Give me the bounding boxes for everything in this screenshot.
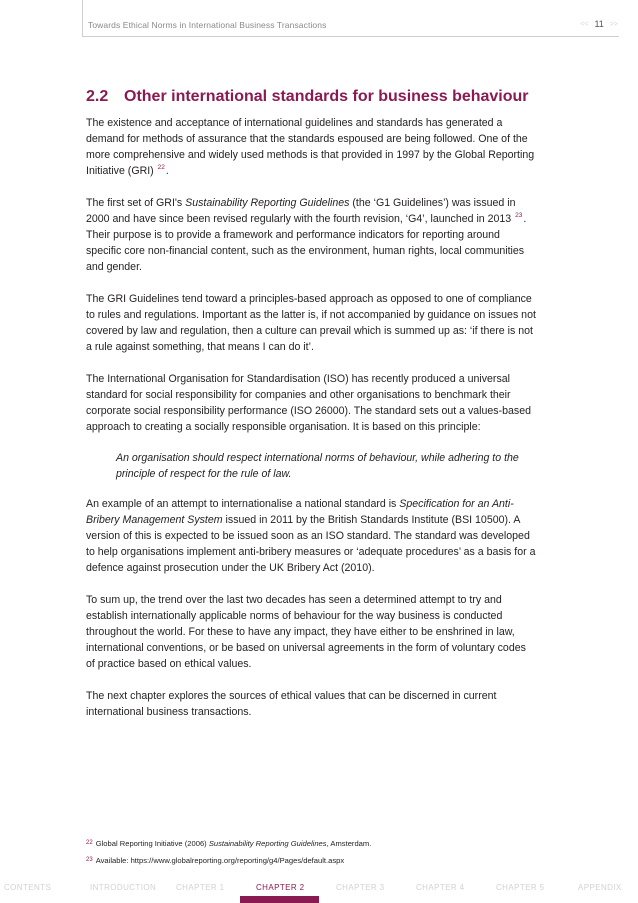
section-title: Other international standards for business behaviour [124,88,529,105]
footnote-22-text-b: , Amsterdam. [326,839,372,848]
paragraph-2-text-a: The first set of GRI's [86,197,186,209]
paragraph-3: The GRI Guidelines tend toward a principles-based approach as opposed to one of compliance to rules and regulations. Important as the latter is, if not accompanied by guidance on issues not covered by law and regulation, then a culture can prevail which is summed up as: ‘if there is not a rule against something, that means I can do it’. [86,293,536,353]
nav-contents[interactable]: CONTENTS [4,883,52,892]
paragraph-4: The International Organisation for Standardisation (ISO) has recently produced a universal standard for social responsibility for companies and other organisations to benchmark their corporate social responsibility performance (ISO 26000). The standard sets out a values-based approach to creating a socially responsible organisation. It is based on this principle: [86,373,531,433]
footnote-22-text-a: Global Reporting Initiative (2006) [95,839,209,848]
paragraph-2 [86,195,538,275]
nav-chapter-5[interactable]: CHAPTER 5 [496,883,545,892]
paragraph-1-end: . [165,165,169,177]
section-heading [86,88,538,106]
footnote-ref-23[interactable]: 23 [515,212,523,220]
nav-appendix[interactable]: APPENDIX [578,883,622,892]
footnote-22 [86,835,586,852]
block-quote: An organisation should respect international norms of behaviour, while adhering to the principle of respect for the rule of law. [116,452,519,480]
page-number: 11 [594,19,604,29]
section-number: 2.2 [86,88,109,105]
paragraph-1 [86,115,538,179]
paragraph-5 [86,496,538,576]
section-2-2 [86,88,538,720]
footnote-number: 22 [86,840,93,846]
paragraph-6: To sum up, the trend over the last two decades has seen a determined attempt to try and establish internationally applicable norms of behaviour for the way business is conducted throughout the world. For these to have any impact, they have either to be enshrined in law, international conventions, or be based on universal agreements in the form of voluntary codes of practice based on ethical values. [86,594,526,670]
header-rule [82,0,619,37]
paragraph-7: The next chapter explores the sources of ethical values that can be discerned in current international business transactions. [86,690,497,718]
nav-chapter-1[interactable]: CHAPTER 1 [176,883,225,892]
running-title: Towards Ethical Norms in International Business Transactions [88,20,327,30]
previous-page-icon[interactable]: << [580,20,589,28]
paragraph-2-text-c: . Their purpose is to provide a framework and performance indicators for reporting around specific core non-financial content, such as the environment, human rights, local communities and gender. [86,213,527,273]
paragraph-5-text-a: An example of an attempt to internationalise a national standard is [86,498,400,510]
footnote-23 [86,852,586,869]
next-page-icon[interactable]: >> [609,20,618,28]
footnotes [86,835,586,869]
chapter-navigation [0,880,638,903]
footnote-ref-22[interactable]: 22 [157,164,165,172]
nav-chapter-4[interactable]: CHAPTER 4 [416,883,465,892]
nav-chapter-2[interactable]: CHAPTER 2 [256,883,305,892]
page-navigator [580,19,618,29]
paragraph-1-text: The existence and acceptance of international guidelines and standards has generated a demand for methods of assurance that the standards espoused are being followed. One of the more comprehensive and widely used methods is that provided in 1997 by the Global Reporting Initiative (GRI) [86,117,535,177]
footnote-link[interactable]: Available: https://www.globalreporting.org/reporting/g4/Pages/default.aspx [95,856,345,865]
footnote-text [96,835,372,852]
nav-introduction[interactable]: INTRODUCTION [90,883,157,892]
active-chapter-indicator [240,896,319,903]
paragraph-2-text-b: (the ‘G1 Guidelines’) was issued in 2000 and have since been revised regularly with the fourth revision, ‘G4’, launched in 2013 [86,197,516,225]
nav-chapter-3[interactable]: CHAPTER 3 [336,883,385,892]
paragraph-5-text-b: issued in 2011 by the British Standards Institute (BSI 10500). A version of this is expected to be issued soon as an ISO standard. The standard was developed to help organisations implement anti-bribery measures or ‘adequate procedures’ as a basis for a defence against prosecution under the UK Bribery Act (2010). [86,514,536,574]
footnote-22-title: Sustainability Reporting Guidelines [208,839,327,848]
guidelines-title: Sustainability Reporting Guidelines [185,197,350,209]
footnote-number: 23 [86,857,93,863]
specification-title: Specification for an Anti-Bribery Management System [86,498,514,526]
